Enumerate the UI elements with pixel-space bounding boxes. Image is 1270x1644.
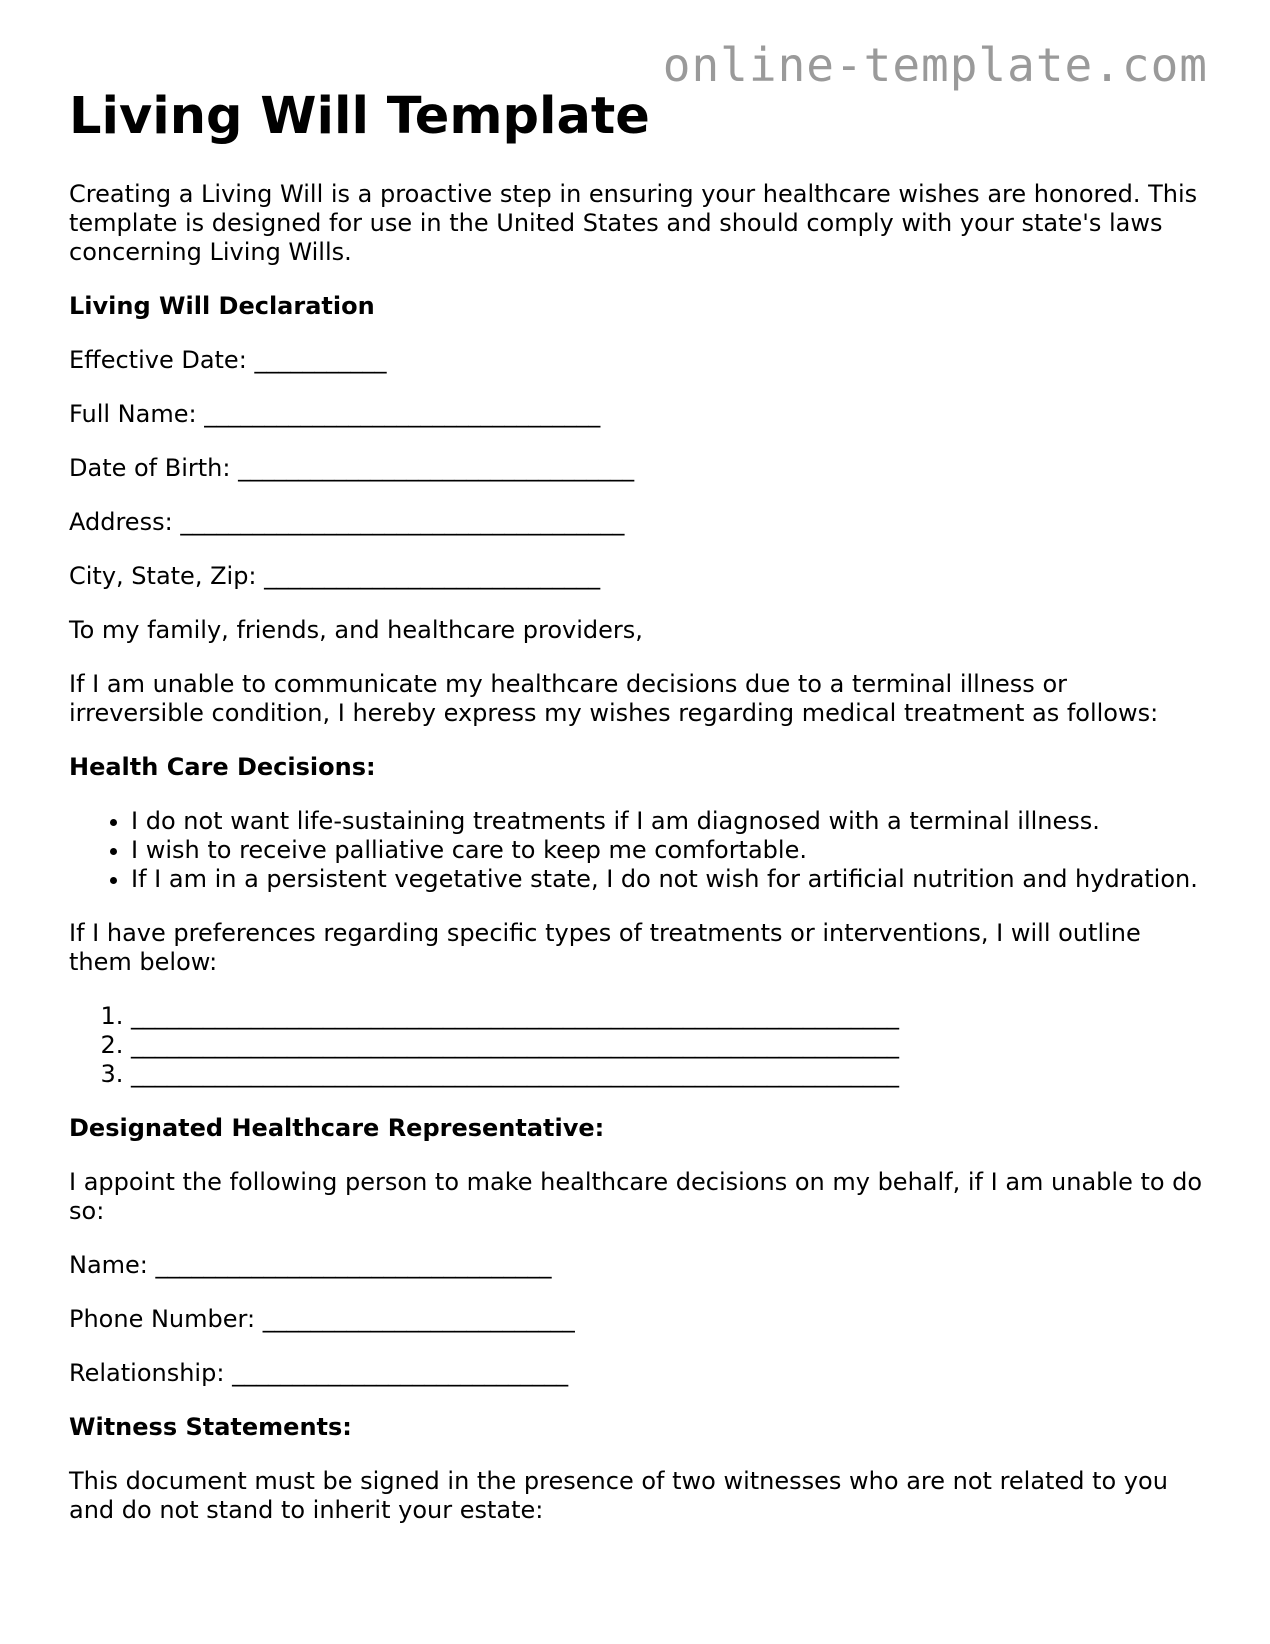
address-field xyxy=(69,508,1209,537)
date-of-birth-field xyxy=(69,454,1209,483)
preferences-paragraph: If I have preferences regarding specific types of treatments or interventions, I will outline them below: xyxy=(69,919,1141,976)
field-label: Effective Date: xyxy=(69,346,247,374)
field-label: Name: xyxy=(69,1251,148,1279)
health-care-heading: Health Care Decisions: xyxy=(69,753,376,781)
witness-paragraph: This document must be signed in the presence of two witnesses who are not related to you and do not stand to inherit your estate: xyxy=(69,1467,1168,1524)
list-item xyxy=(131,1060,1209,1089)
list-item: • I do not want life-sustaining treatments if I am diagnosed with a terminal illness. xyxy=(131,807,1209,836)
effective-date-field xyxy=(69,346,1209,375)
full-name-field xyxy=(69,400,1209,429)
field-label: Date of Birth: xyxy=(69,454,231,482)
full-name-blank[interactable]: _________________________________ xyxy=(204,400,601,428)
preference-blank[interactable]: ________________________________________________________________ xyxy=(131,1002,899,1030)
list-item: • I wish to receive palliative care to keep me comfortable. xyxy=(131,836,1209,865)
representative-name-blank[interactable]: _________________________________ xyxy=(155,1251,552,1279)
list-item xyxy=(131,1002,1209,1031)
document-body xyxy=(69,180,1209,1550)
representative-name-field xyxy=(69,1251,1209,1280)
preference-blank[interactable]: ________________________________________________________________ xyxy=(131,1060,899,1088)
representative-heading: Designated Healthcare Representative: xyxy=(69,1114,605,1142)
intro-paragraph: Creating a Living Will is a proactive step in ensuring your healthcare wishes are honored. This template is designed for use in the United States and should comply with your state's laws concerning Living Wills. xyxy=(69,180,1198,266)
witness-heading: Witness Statements: xyxy=(69,1413,352,1441)
list-item: • If I am in a persistent vegetative state, I do not wish for artificial nutrition and hydration. xyxy=(131,865,1209,894)
preference-blank[interactable]: ________________________________________________________________ xyxy=(131,1031,899,1059)
city-state-zip-field xyxy=(69,562,1209,591)
page-title: Living Will Template xyxy=(69,87,650,146)
salutation: To my family, friends, and healthcare providers, xyxy=(69,616,643,644)
relationship-field xyxy=(69,1359,1209,1388)
health-care-list xyxy=(69,807,1209,894)
declaration-heading: Living Will Declaration xyxy=(69,292,375,320)
representative-paragraph: I appoint the following person to make healthcare decisions on my behalf, if I am unable to do so: xyxy=(69,1168,1203,1225)
field-label: Full Name: xyxy=(69,400,197,428)
preferences-list xyxy=(69,1002,1209,1089)
date-of-birth-blank[interactable]: _________________________________ xyxy=(238,454,635,482)
field-label: Address: xyxy=(69,508,173,536)
address-blank[interactable]: _____________________________________ xyxy=(180,508,625,536)
watermark: online-template.com xyxy=(662,38,1208,92)
field-label: Relationship: xyxy=(69,1359,225,1387)
city-state-zip-blank[interactable]: ____________________________ xyxy=(264,562,601,590)
field-label: City, State, Zip: xyxy=(69,562,257,590)
relationship-blank[interactable]: ____________________________ xyxy=(232,1359,569,1387)
field-label: Phone Number: xyxy=(69,1305,256,1333)
declaration-statement: If I am unable to communicate my healthcare decisions due to a terminal illness or irreversible condition, I hereby express my wishes regarding medical treatment as follows: xyxy=(69,670,1159,727)
phone-number-field xyxy=(69,1305,1209,1334)
phone-number-blank[interactable]: __________________________ xyxy=(262,1305,575,1333)
list-item xyxy=(131,1031,1209,1060)
effective-date-blank[interactable]: ___________ xyxy=(254,346,387,374)
